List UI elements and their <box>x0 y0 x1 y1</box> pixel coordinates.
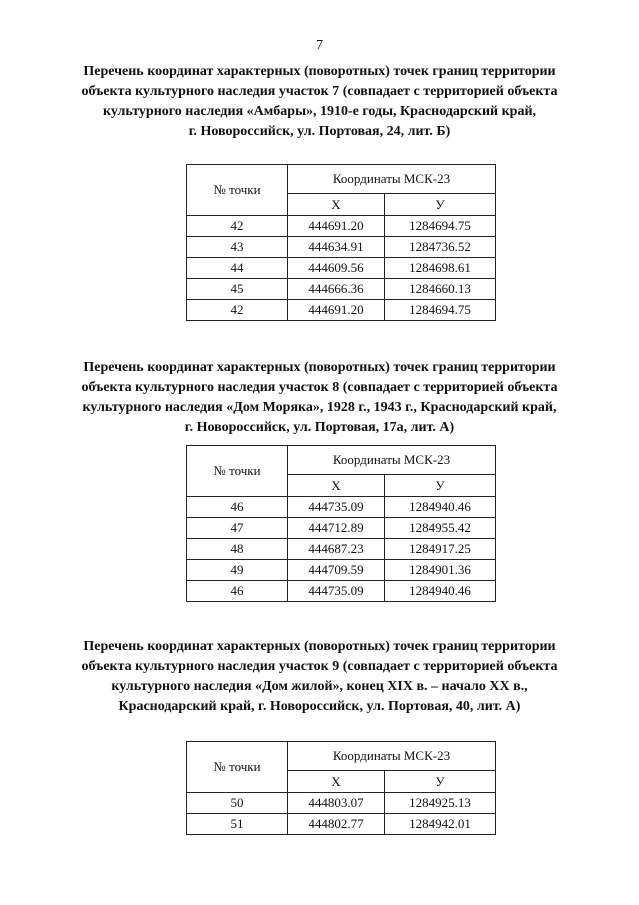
cell-y: 1284942.01 <box>385 814 496 835</box>
cell-x: 444712.89 <box>288 518 385 539</box>
column-header-x: X <box>288 194 385 216</box>
cell-y: 1284925.13 <box>385 793 496 814</box>
column-header-x: X <box>288 771 385 793</box>
cell-y: 1284940.46 <box>385 581 496 602</box>
coordinates-table <box>186 164 496 321</box>
cell-x: 444735.09 <box>288 581 385 602</box>
column-header-y: У <box>385 771 496 793</box>
cell-y: 1284660.13 <box>385 279 496 300</box>
cell-x: 444709.59 <box>288 560 385 581</box>
cell-x: 444691.20 <box>288 300 385 321</box>
cell-x: 444803.07 <box>288 793 385 814</box>
title-line: г. Новороссийск, ул. Портовая, 24, лит. Б) <box>188 124 451 139</box>
table-row <box>187 793 496 814</box>
title-line: Перечень координат характерных (поворотных) точек границ территории <box>83 64 556 79</box>
section-plot-7 <box>0 62 639 142</box>
title-line: г. Новороссийск, ул. Портовая, 17а, лит. А) <box>184 420 455 435</box>
column-header-point: № точки <box>187 165 288 216</box>
section-title <box>40 637 600 717</box>
title-line: Перечень координат характерных (поворотных) точек границ территории <box>83 360 556 375</box>
cell-y: 1284917.25 <box>385 539 496 560</box>
coordinates-table <box>186 445 496 602</box>
coordinates-table <box>186 741 496 835</box>
section-title <box>40 62 600 142</box>
cell-x: 444735.09 <box>288 497 385 518</box>
table-row <box>187 216 496 237</box>
table-row <box>187 497 496 518</box>
section-plot-8 <box>0 358 639 438</box>
table-row <box>187 237 496 258</box>
cell-x: 444634.91 <box>288 237 385 258</box>
cell-point: 46 <box>187 497 288 518</box>
section-plot-9 <box>0 637 639 717</box>
cell-point: 48 <box>187 539 288 560</box>
section-title <box>40 358 600 438</box>
cell-point: 46 <box>187 581 288 602</box>
cell-point: 51 <box>187 814 288 835</box>
title-line: культурного наследия «Дом Моряка», 1928 г., 1943 г., Краснодарский край, <box>82 400 557 415</box>
table-row <box>187 258 496 279</box>
cell-point: 42 <box>187 216 288 237</box>
column-header-point: № точки <box>187 742 288 793</box>
column-header-y: У <box>385 475 496 497</box>
title-line: культурного наследия «Амбары», 1910-е годы, Краснодарский край, <box>102 104 537 119</box>
column-header-y: У <box>385 194 496 216</box>
column-header-coordinates: Координаты МСК-23 <box>288 446 496 475</box>
column-header-coordinates: Координаты МСК-23 <box>288 165 496 194</box>
table-row <box>187 518 496 539</box>
cell-point: 44 <box>187 258 288 279</box>
column-header-coordinates: Координаты МСК-23 <box>288 742 496 771</box>
table-row <box>187 300 496 321</box>
cell-y: 1284694.75 <box>385 300 496 321</box>
cell-y: 1284698.61 <box>385 258 496 279</box>
title-line: объекта культурного наследия участок 7 (совпадает с территорией объекта <box>81 84 558 99</box>
cell-point: 49 <box>187 560 288 581</box>
title-line: объекта культурного наследия участок 8 (совпадает с территорией объекта <box>81 380 558 395</box>
cell-y: 1284736.52 <box>385 237 496 258</box>
cell-point: 45 <box>187 279 288 300</box>
table-row <box>187 279 496 300</box>
cell-x: 444666.36 <box>288 279 385 300</box>
title-line: Краснодарский край, г. Новороссийск, ул. Портовая, 40, лит. А) <box>118 699 521 714</box>
page-number: 7 <box>316 38 323 53</box>
cell-point: 43 <box>187 237 288 258</box>
cell-x: 444609.56 <box>288 258 385 279</box>
column-header-x: X <box>288 475 385 497</box>
cell-y: 1284901.36 <box>385 560 496 581</box>
column-header-point: № точки <box>187 446 288 497</box>
cell-point: 50 <box>187 793 288 814</box>
cell-y: 1284955.42 <box>385 518 496 539</box>
cell-y: 1284694.75 <box>385 216 496 237</box>
cell-x: 444691.20 <box>288 216 385 237</box>
table-row <box>187 581 496 602</box>
title-line: Перечень координат характерных (поворотных) точек границ территории <box>83 639 556 654</box>
cell-point: 47 <box>187 518 288 539</box>
table-row <box>187 814 496 835</box>
title-line: объекта культурного наследия участок 9 (совпадает с территорией объекта <box>81 659 558 674</box>
cell-x: 444687.23 <box>288 539 385 560</box>
cell-point: 42 <box>187 300 288 321</box>
table-row <box>187 539 496 560</box>
cell-y: 1284940.46 <box>385 497 496 518</box>
title-line: культурного наследия «Дом жилой», конец XIX в. – начало XX в., <box>111 679 528 694</box>
table-row <box>187 560 496 581</box>
cell-x: 444802.77 <box>288 814 385 835</box>
